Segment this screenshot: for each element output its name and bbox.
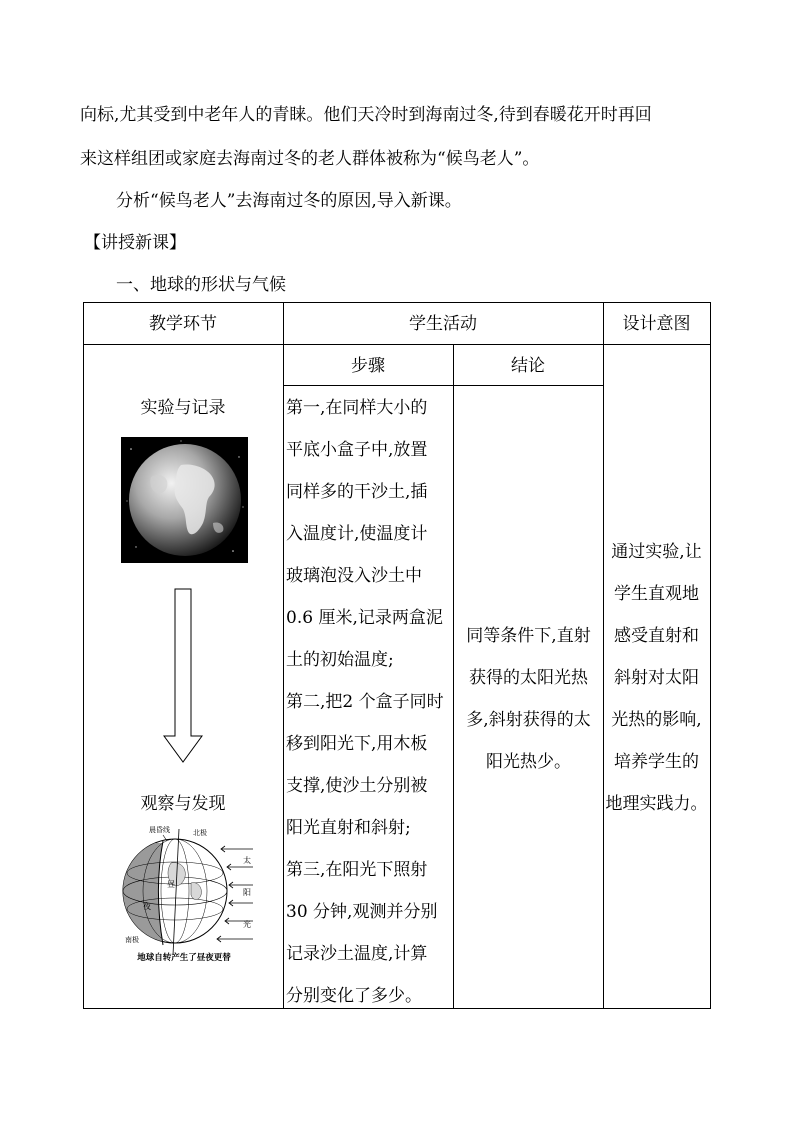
conclusion-line: 阳光热少。 (486, 752, 571, 772)
down-arrow-icon (162, 588, 204, 764)
steps-line: 第一,在同样大小的 (286, 398, 428, 418)
conclusion-line: 同等条件下,直射 (466, 626, 591, 646)
intro-line-2: 来这样组团或家庭去海南过冬的老人群体被称为“候鸟老人”。 (80, 149, 540, 169)
steps-line: 阳光直射和斜射; (286, 818, 411, 838)
intent-line: 斜射对太阳 (614, 668, 699, 688)
steps-line: 支撑,使沙土分别被 (286, 776, 428, 796)
intro-line-3: 分析“候鸟老人”去海南过冬的原因,导入新课。 (116, 191, 462, 211)
intent-line: 培养学生的 (614, 752, 699, 772)
day-night-diagram (113, 823, 255, 963)
steps-line: 分别变化了多少。 (286, 986, 422, 1006)
intent-line: 感受直射和 (614, 626, 699, 646)
label-north-pole: 北极 (193, 829, 207, 837)
steps-line: 30 分钟,观测并分别 (286, 902, 438, 922)
steps-line: 记录沙土温度,计算 (286, 944, 428, 964)
header-student-activity: 学生活动 (409, 314, 477, 334)
header-design-intent: 设计意图 (622, 314, 691, 334)
label-sun-3: 光 (243, 920, 251, 929)
earth-globe-image (121, 437, 248, 563)
intent-line: 通过实验,让 (611, 542, 702, 562)
steps-line: 0.6 厘米,记录两盒泥 (286, 608, 443, 628)
conclusion-line: 多,斜射获得的太 (466, 710, 591, 730)
label-night: 夜 (143, 902, 151, 911)
label-day: 昼 (167, 880, 175, 889)
steps-line: 入温度计,使温度计 (286, 524, 428, 544)
label-experiment-record: 实验与记录 (140, 398, 226, 418)
steps-line: 土的初始温度; (286, 650, 394, 670)
steps-line: 第二,把2 个盒子同时 (286, 692, 444, 712)
intent-line: 学生直观地 (614, 584, 699, 604)
intro-line-1: 向标,尤其受到中老年人的青睐。他们天冷时到海南过冬,待到春暖花开时再回 (80, 105, 652, 125)
subheader-conclusion: 结论 (511, 356, 545, 376)
subheader-steps: 步骤 (351, 356, 385, 376)
steps-line: 平底小盒子中,放置 (286, 440, 428, 460)
subsection-heading: 一、地球的形状与气候 (116, 275, 286, 295)
steps-line: 同样多的干沙土,插 (286, 482, 428, 502)
header-teaching-phase: 教学环节 (149, 314, 217, 334)
label-sun-1: 太 (243, 856, 251, 865)
label-observe-discover: 观察与发现 (140, 794, 226, 814)
steps-line: 移到阳光下,用木板 (286, 734, 428, 754)
section-heading: 【讲授新课】 (84, 233, 186, 253)
conclusion-line: 获得的太阳光热 (469, 668, 588, 688)
label-terminator: 晨昏线 (149, 826, 170, 834)
steps-line: 第三,在阳光下照射 (286, 860, 428, 880)
label-south-pole: 南极 (125, 936, 139, 944)
intent-line: 地理实践力。 (605, 794, 708, 814)
diagram-caption: 地球自转产生了昼夜更替 (137, 953, 231, 963)
label-sun-2: 阳 (243, 888, 251, 897)
steps-line: 玻璃泡没入沙土中 (286, 566, 422, 586)
intent-line: 光热的影响, (611, 710, 702, 730)
